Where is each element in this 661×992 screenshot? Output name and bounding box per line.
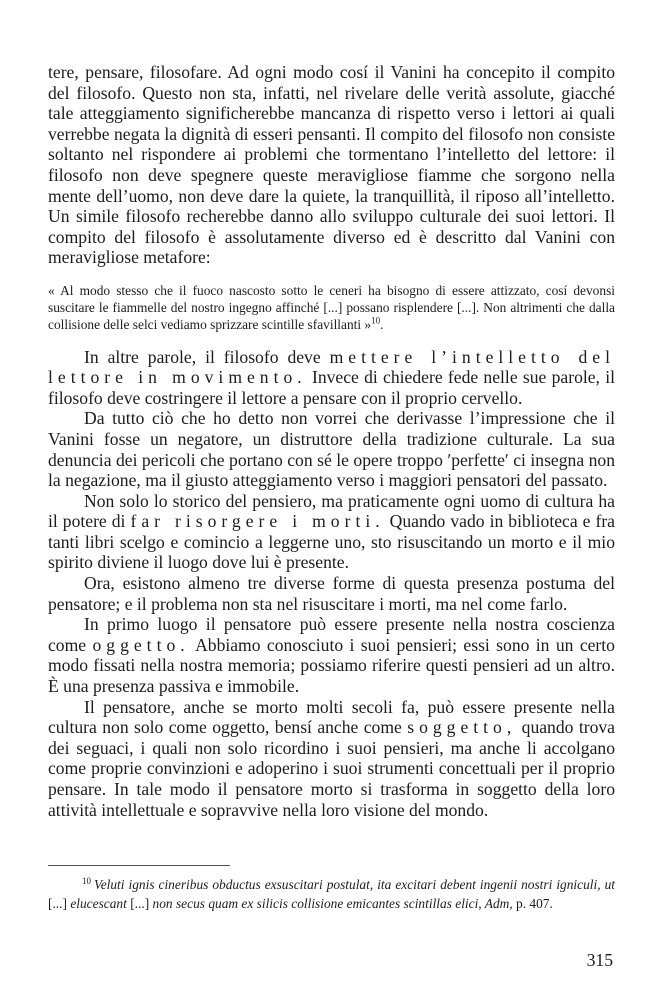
paragraph-4-spaced-text: far risorgere i morti.: [130, 511, 385, 532]
page-body: [48, 62, 615, 820]
paragraph-7-text-a: Il pensatore, anche se morto molti secoli fa, può essere presente nella cultura non solo come oggetto, bensí anche come: [48, 696, 615, 738]
page-number: 315: [586, 950, 613, 970]
paragraph-4-text-b: Quando vado in biblioteca e fra tanti libri scelgo e comincio a leggerne uno, sto risuscitando un morto e il mio spirito diviene il luogo dove lui è presente.: [48, 511, 615, 573]
paragraph-1: tere, pensare, filosofare. Ad ogni modo cosí il Vanini ha concepito il compito del filosofo. Questo non sta, infatti, nel rivelare delle verità assolute, giacché tale atteggiamento significherebbe mancanza di rispetto verso i lettori ai quali verrebbe negata la dignità di esseri pensanti. Il compito del filosofo non consiste soltanto nel rispondere ai problemi che tormentano l’intelletto del lettore: il filosofo non deve spegnere queste meravigliose fiamme che sorgono nella mente dell’uomo, non deve dare la quiete, la tranquillità, il riposo all’intelletto. Un simile filosofo recherebbe danno allo sviluppo culturale dei suoi lettori. Il compito del filosofo è assolutamente diverso ed è descritto dal Vanini con meravigliose metafore:: [48, 62, 615, 268]
footnote-plain-2: [...]: [130, 895, 150, 911]
footnote-plain-1: [...]: [48, 895, 67, 911]
footnote-plain-3: p. 407.: [516, 895, 553, 911]
paragraph-5: Ora, esistono almeno tre diverse forme di questa presenza postuma del pensatore; e il problema non sta nel risuscitare i morti, ma nel come farlo.: [48, 573, 615, 614]
footnote-ref-10[interactable]: 10: [371, 315, 381, 326]
footnote-10: [48, 876, 615, 913]
paragraph-2-spaced-text: mettere l’intelletto del lettore in movimento.: [48, 346, 615, 388]
paragraph-6-text-b: Abbiamo conosciuto i suoi pensieri; essi sono in un certo modo fissati nella nostra memoria; possiamo riferire questi pensieri ad un altro. È una presenza passiva e immobile.: [48, 634, 615, 697]
footnote-italic-3: non secus quam ex silicis collisione emicantes scintillas elici, Adm,: [152, 895, 513, 911]
footnote-italic-2: elucescant: [70, 895, 127, 911]
footnote-number: 10: [82, 875, 91, 886]
block-quote: « Al modo stesso che il fuoco nascosto sotto le ceneri ha bisogno di essere attizzato, cosí devonsi suscitare le fiammelle del nostro ingegno affinché [...] possano risplendere [...]. Non altrimenti che dalla collisione delle selci vediamo sprizzare scintille sfavillanti »$^{10}$.: [48, 282, 615, 333]
paragraph-2-text-b: Invece di chiedere fede nelle sue parole, il filosofo deve costringere il lettore a pensare con il proprio cervello.: [48, 367, 615, 408]
paragraph-4: [48, 491, 615, 573]
paragraph-3: Da tutto ciò che ho detto non vorrei che derivasse l’impressione che il Vanini fosse un negatore, un distruttore della tradizione culturale. La sua denuncia dei pericoli che portano con sé le opere troppo ʹperfetteʹ ci insegna non la negazione, ma il giusto atteggiamento verso i maggiori pensatori del passato.: [48, 408, 615, 491]
paragraph-6-spaced-text: oggetto.: [92, 634, 190, 655]
paragraph-4-text-a: Non solo lo storico del pensiero, ma praticamente ogni uomo di cultura ha il potere di: [48, 490, 615, 532]
quote-text: « Al modo stesso che il fuoco nascosto sotto le ceneri ha bisogno di essere attizzato, cosí devonsi suscitare le fiammelle del nostro ingegno affinché [...] possano risplendere [...]. Non altrimenti che dalla collisione delle selci vediamo sprizzare scintille sfavillanti »: [48, 282, 615, 333]
paragraph-6-text-a: In primo luogo il pensatore può essere presente nella nostra coscienza come: [48, 614, 615, 655]
paragraph-6: [48, 614, 615, 696]
paragraph-7: [48, 697, 615, 821]
footnote-divider: [48, 865, 230, 866]
paragraph-7-spaced-text: soggetto,: [407, 717, 517, 738]
paragraph-2-text-a: In altre parole, il filosofo deve: [84, 346, 321, 367]
paragraph-2: [48, 347, 615, 409]
footnote-italic-1: Veluti ignis cineribus obductus exsuscitari postulat, ita excitari debent ingenii nostri igniculi, ut: [94, 877, 615, 892]
paragraph-7-text-b: quando trova dei seguaci, i quali non solo ricordino i suoi pensieri, ma anche li accolgano come proprie convinzioni e adoperino i suoi strumenti concettuali per il proprio pensare. In tale modo il pensatore morto si trasforma in soggetto della loro attività intellettuale e sopravvive nella loro visione del mondo.: [48, 717, 615, 820]
